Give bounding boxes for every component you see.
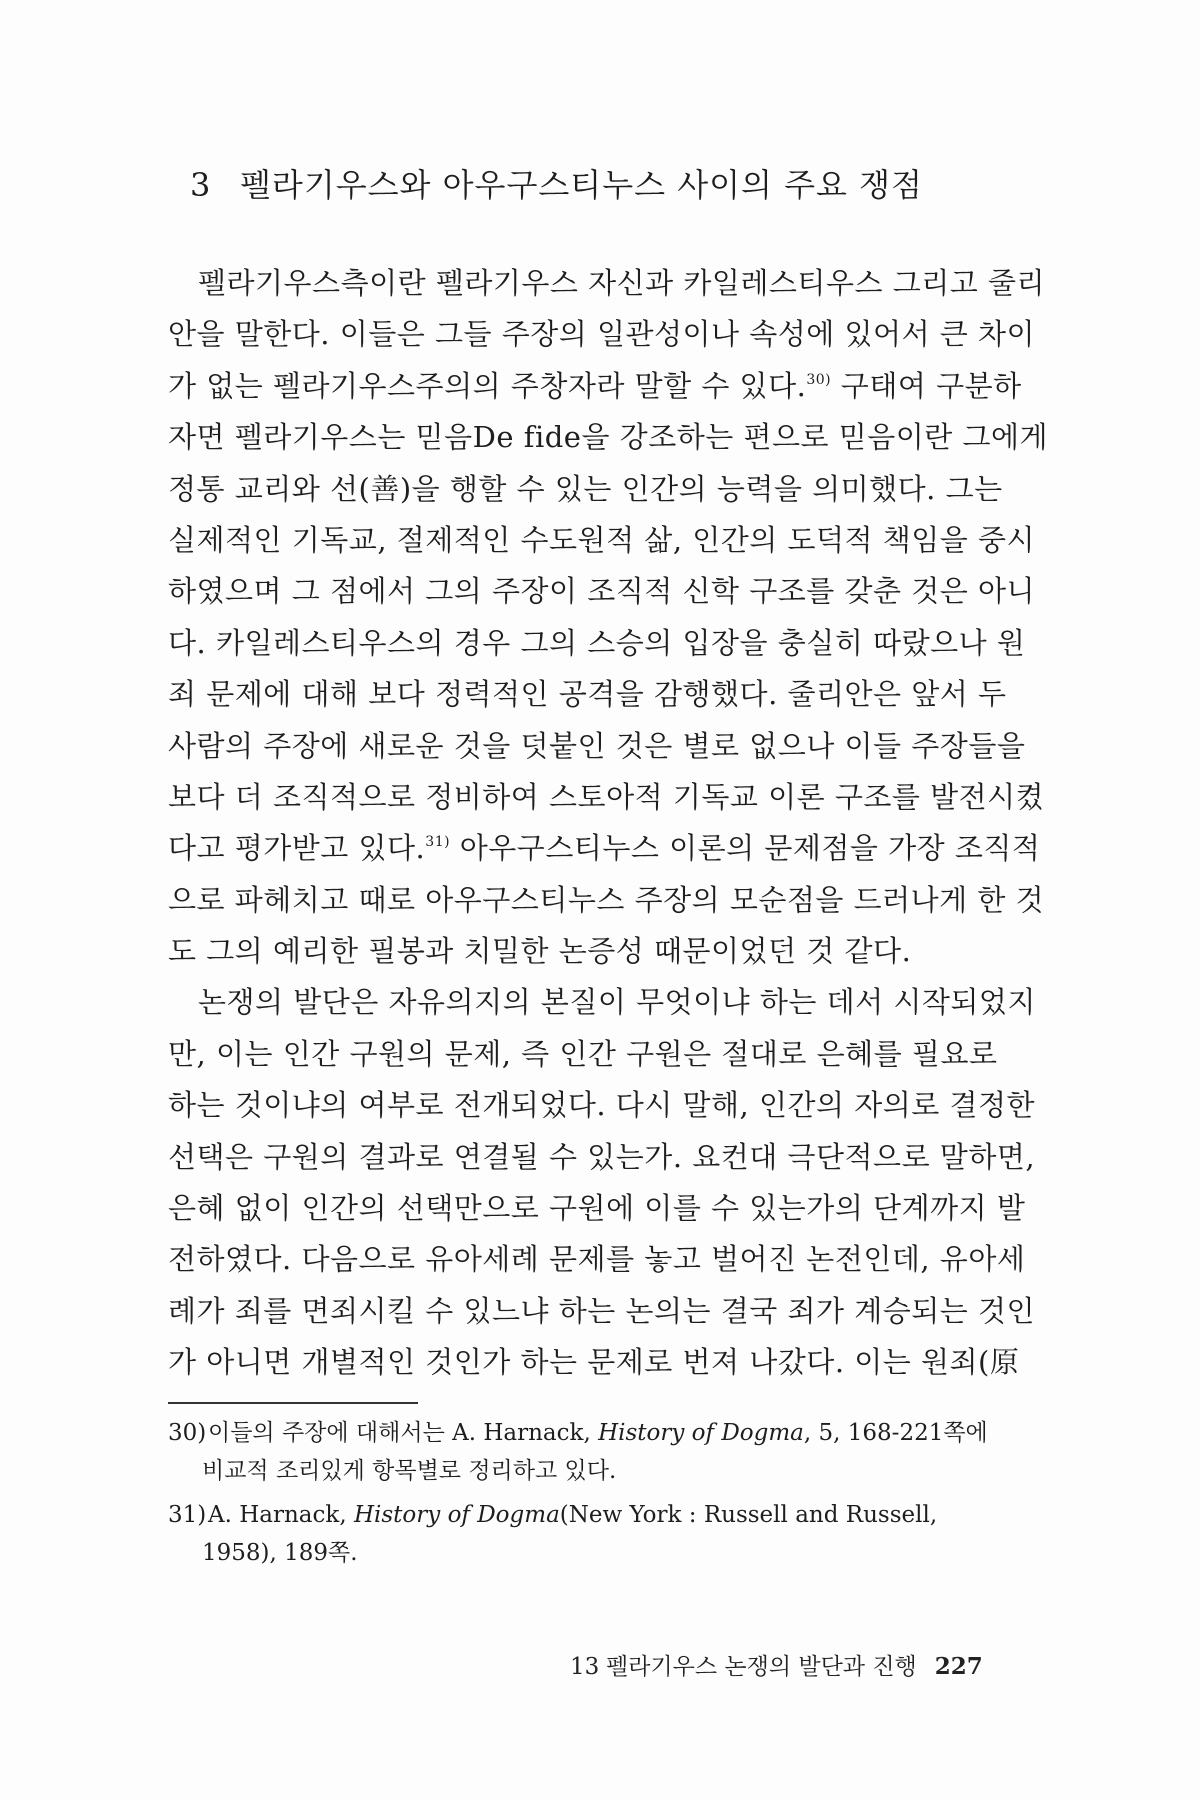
footer-chapter-number: 13 xyxy=(570,1654,600,1680)
footnote-text: (New York : Russell and Russell, xyxy=(559,1502,938,1528)
footnote-text: A. Harnack, xyxy=(208,1502,354,1528)
text-line-segment: 구태여 구분하 xyxy=(831,368,1022,403)
text-line: 논쟁의 발단은 자유의지의 본질이 무엇이냐 하는 데서 시작되었지 xyxy=(198,985,1036,1020)
text-line: 가 아니면 개별적인 것인가 하는 문제로 번져 나갔다. 이는 원죄(原 xyxy=(168,1345,1020,1380)
text-line: 은혜 없이 인간의 선택만으로 구원에 이를 수 있는가의 단계까지 발 xyxy=(168,1191,1026,1226)
footnote-text: 이들의 주장에 대해서는 A. Harnack, xyxy=(208,1420,599,1446)
text-line-segment: 다고 평가받고 있다. xyxy=(168,831,426,866)
footnote-continuation: 비교적 조리있게 항목별로 정리하고 있다. xyxy=(202,1458,617,1484)
text-line: 정통 교리와 선(善)을 행할 수 있는 인간의 능력을 의미했다. 그는 xyxy=(168,471,1003,506)
footnote-number: 31) xyxy=(168,1502,207,1528)
text-line: 하였으며 그 점에서 그의 주장이 조직적 신학 구조를 갖춘 것은 아니 xyxy=(168,574,1036,609)
text-line: 안을 말한다. 이들은 그들 주장의 일관성이나 속성에 있어서 큰 차이 xyxy=(168,317,1036,352)
text-line-segment: 아우구스티누스 이론의 문제점을 가장 조직적 xyxy=(450,831,1041,866)
page-number: 227 xyxy=(934,1653,983,1680)
footnote-continuation: 1958), 189쪽. xyxy=(202,1540,358,1566)
footnote-number: 30) xyxy=(168,1420,207,1446)
text-line: 죄 문제에 대해 보다 정력적인 공격을 감행했다. 줄리안은 앞서 두 xyxy=(168,677,1007,712)
text-line: 하는 것이냐의 여부로 전개되었다. 다시 말해, 인간의 자의로 결정한 xyxy=(168,1088,1036,1123)
text-line: 선택은 구원의 결과로 연결될 수 있는가. 요컨대 극단적으로 말하면, xyxy=(168,1139,1036,1174)
text-line: 사람의 주장에 새로운 것을 덧붙인 것은 별로 없으나 이들 주장들을 xyxy=(168,728,1026,763)
footnote-divider xyxy=(168,1402,418,1404)
footnote-book-title: History of Dogma xyxy=(353,1502,560,1528)
running-footer xyxy=(570,1648,983,1681)
text-line: 만, 이는 인간 구원의 문제, 즉 인간 구원은 절대로 은혜를 필요로 xyxy=(168,1036,998,1071)
text-line: 실제적인 기독교, 절제적인 수도원적 삶, 인간의 도덕적 책임을 중시 xyxy=(168,522,1036,557)
footnote-text: , 5, 168-221쪽에 xyxy=(803,1420,988,1446)
text-line-segment: 가 없는 펠라기우스주의의 주창자라 말할 수 있다. xyxy=(168,368,807,403)
text-line: 으로 파헤치고 때로 아우구스티누스 주장의 모순점을 드러나게 한 것 xyxy=(168,882,1045,917)
section-heading xyxy=(190,160,923,206)
section-number: 3 xyxy=(190,166,212,204)
footnote-ref-31[interactable]: 31) xyxy=(425,834,451,851)
text-line: 보다 더 조직적으로 정비하여 스토아적 기독교 이론 구조를 발전시켰 xyxy=(168,779,1045,814)
text-line: 례가 죄를 면죄시킬 수 있느냐 하는 논의는 결국 죄가 계승되는 것인 xyxy=(168,1293,1036,1328)
footnotes xyxy=(168,1414,1048,1572)
text-line: 자면 펠라기우스는 믿음De fide을 강조하는 편으로 믿음이란 그에게 xyxy=(168,420,1049,455)
footnote-book-title: History of Dogma xyxy=(598,1420,804,1446)
text-line: 도 그의 예리한 필봉과 치밀한 논증성 때문이었던 것 같다. xyxy=(168,934,912,969)
footnote-ref-30[interactable]: 30) xyxy=(806,371,832,388)
footer-chapter-title: 펠라기우스 논쟁의 발단과 진행 xyxy=(606,1654,917,1680)
text-line xyxy=(168,361,1048,412)
footnote-31 xyxy=(168,1496,1048,1534)
section-title: 펠라기우스와 아우구스티누스 사이의 주요 쟁점 xyxy=(240,166,923,204)
text-line: 다. 카일레스티우스의 경우 그의 스승의 입장을 충실히 따랐으나 원 xyxy=(168,625,1026,660)
text-line: 펠라기우스측이란 펠라기우스 자신과 카일레스티우스 그리고 줄리 xyxy=(198,266,1045,300)
body-text xyxy=(168,258,1048,1389)
text-line xyxy=(168,823,1048,874)
text-line: 전하였다. 다음으로 유아세례 문제를 놓고 벌어진 논전인데, 유아세 xyxy=(168,1242,1026,1277)
footnote-30 xyxy=(168,1414,1048,1452)
